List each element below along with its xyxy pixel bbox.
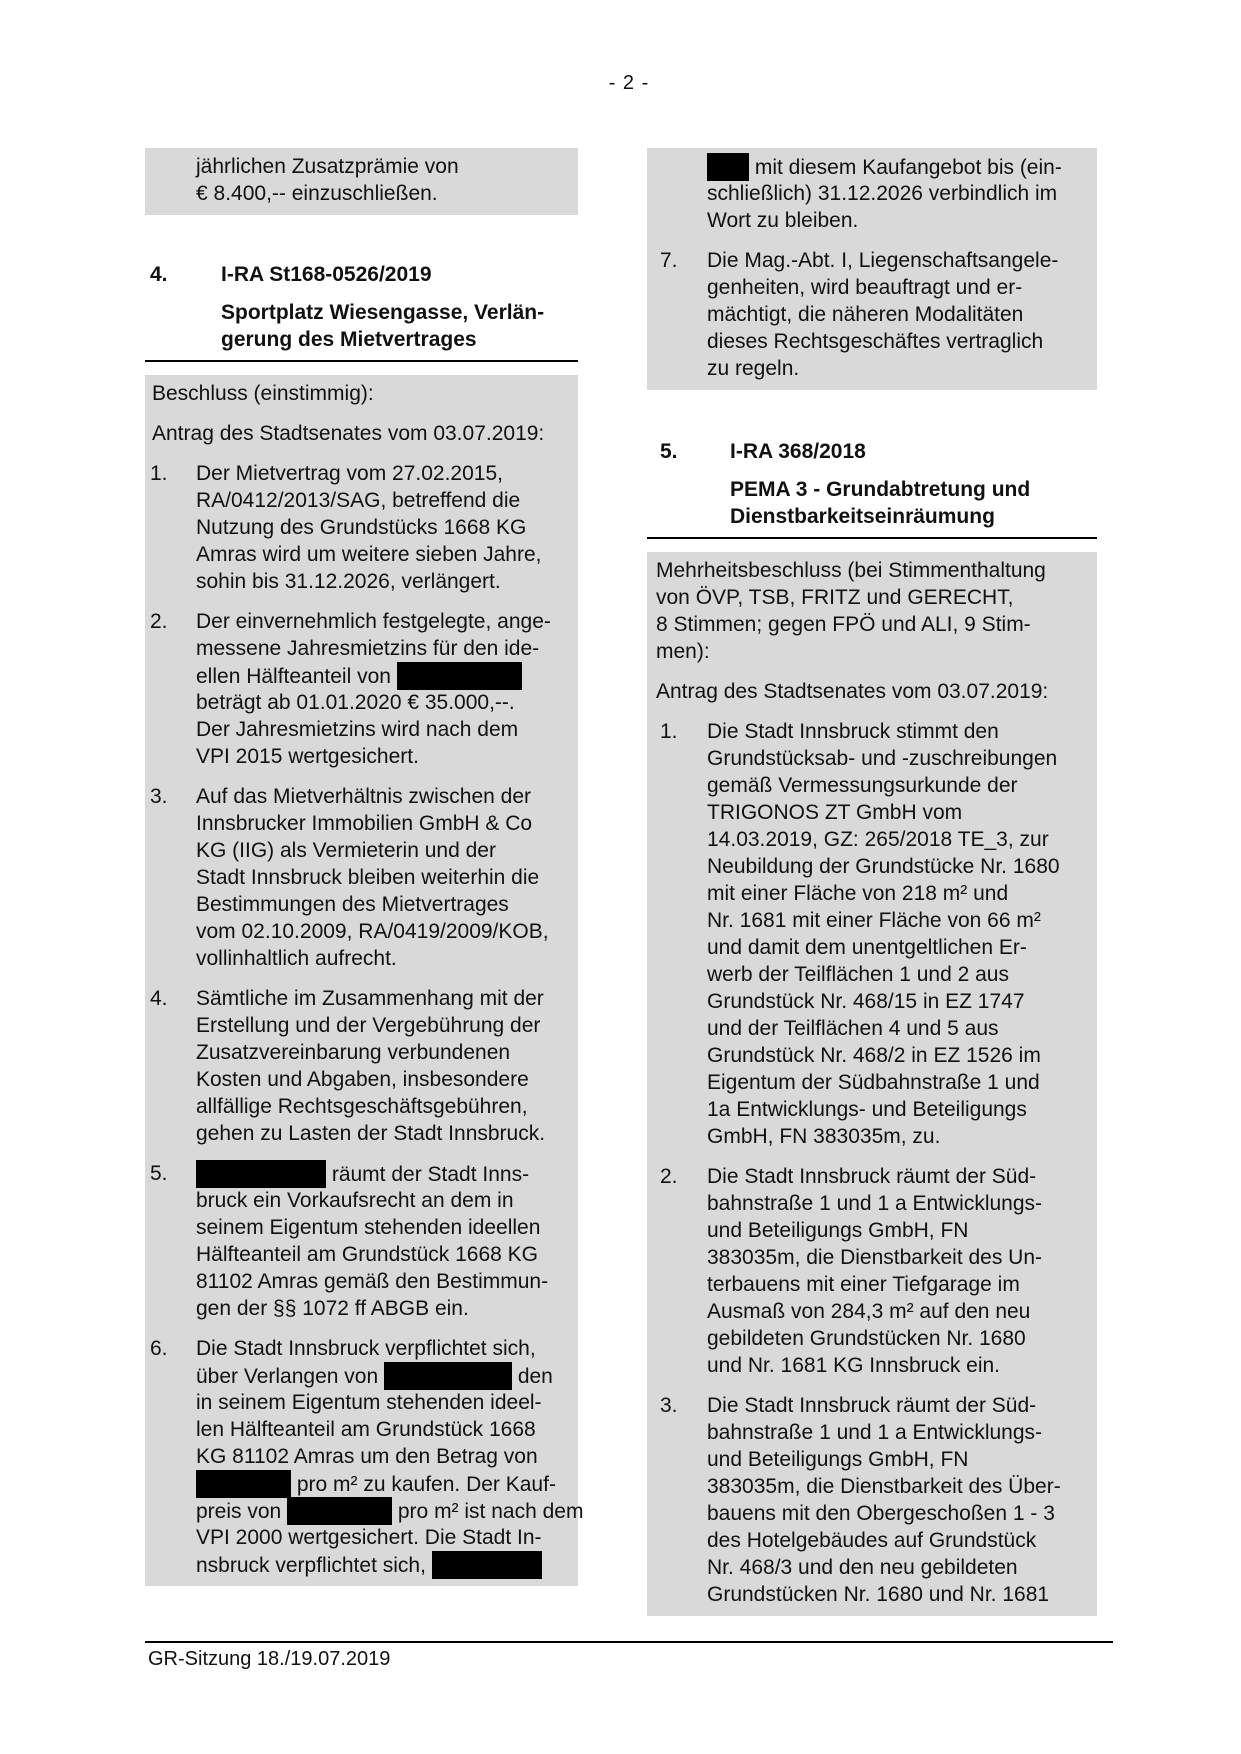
- text-segment: Die Stadt Innsbruck verpflichtet sich,: [196, 1337, 536, 1360]
- heading-reference-row: [647, 438, 1097, 465]
- text-line: [196, 1551, 578, 1578]
- text-line: [196, 608, 578, 635]
- text-segment: KG 81102 Amras um den Betrag von: [196, 1445, 538, 1468]
- text-line: [707, 1244, 1097, 1271]
- text-segment: Mehrheitsbeschluss (bei Stimmenthaltung: [656, 559, 1046, 582]
- text-line: [707, 1042, 1097, 1069]
- text-line: [707, 745, 1097, 772]
- text-line: [196, 1295, 578, 1322]
- text-segment: Bestimmungen des Mietvertrages: [196, 893, 509, 916]
- paragraph: [647, 153, 1097, 234]
- footer-session-label: GR-Sitzung 18./19.07.2019: [148, 1648, 391, 1670]
- text-segment: Sämtliche im Zusammenhang mit der: [196, 987, 544, 1010]
- text-line: [656, 611, 1097, 638]
- text-segment: gemäß Vermessungsurkunde der: [707, 774, 1018, 797]
- text-line: [730, 476, 1097, 503]
- text-segment: Kosten und Abgaben, insbesondere: [196, 1068, 529, 1091]
- page-number: - 2 -: [608, 72, 650, 94]
- text-segment: beträgt ab 01.01.2020 € 35.000,--.: [196, 691, 515, 714]
- text-line: [707, 1123, 1097, 1150]
- text-line: [656, 678, 1097, 705]
- text-segment: Sportplatz Wiesengasse, Verlän-: [221, 301, 545, 324]
- text-segment: 383035m, die Dienstbarkeit des Über-: [707, 1475, 1061, 1498]
- text-segment: mächtigt, die näheren Modalitäten: [707, 303, 1024, 326]
- text-segment: Innsbrucker Immobilien GmbH & Co: [196, 812, 533, 835]
- text-segment: vollinhaltlich aufrecht.: [196, 947, 397, 970]
- item-body: [196, 783, 578, 972]
- text-segment: bruck ein Vorkaufsrecht an dem in: [196, 1189, 514, 1212]
- text-line: [707, 934, 1097, 961]
- agenda-item-heading: [145, 261, 578, 362]
- text-segment: Der Jahresmietzins wird nach dem: [196, 718, 519, 741]
- text-segment: und Beteiligungs GmbH, FN: [707, 1219, 969, 1242]
- text-segment: Grundstück Nr. 468/15 in EZ 1747: [707, 990, 1025, 1013]
- text-line: [707, 826, 1097, 853]
- footer-divider: [145, 1641, 1113, 1643]
- text-segment: preis von: [196, 1500, 288, 1523]
- text-segment: Grundstücken Nr. 1680 und Nr. 1681: [707, 1583, 1050, 1606]
- item-number: 4.: [150, 987, 168, 1010]
- text-segment: räumt der Stadt Inns-: [326, 1163, 530, 1186]
- text-segment: Beschluss (einstimmig):: [152, 382, 374, 405]
- text-line: [196, 1160, 578, 1187]
- text-segment: nsbruck verpflichtet sich,: [196, 1554, 432, 1577]
- text-line: [196, 635, 578, 662]
- text-segment: Nutzung des Grundstücks 1668 KG: [196, 516, 527, 539]
- text-segment: 14.03.2019, GZ: 265/2018 TE_3, zur: [707, 828, 1049, 851]
- item-number: 2.: [660, 1165, 678, 1188]
- text-segment: terbauens mit einer Tiefgarage im: [707, 1273, 1020, 1296]
- text-segment: mit diesem Kaufangebot bis (ein-: [749, 156, 1062, 179]
- text-line: [221, 299, 578, 326]
- text-line: [196, 945, 578, 972]
- text-line: [707, 880, 1097, 907]
- paragraph: [647, 557, 1097, 665]
- text-segment: Die Stadt Innsbruck stimmt den: [707, 720, 999, 743]
- item-number: 6.: [150, 1337, 168, 1360]
- item-number: 2.: [150, 610, 168, 633]
- text-segment: Ausmaß von 284,3 m² auf den neu: [707, 1300, 1031, 1323]
- text-line: [656, 584, 1097, 611]
- text-line: [707, 907, 1097, 934]
- text-segment: Eigentum der Südbahnstraße 1 und: [707, 1071, 1040, 1094]
- text-segment: von ÖVP, TSB, FRITZ und GERECHT,: [656, 586, 1014, 609]
- text-line: [707, 1190, 1097, 1217]
- text-line: [196, 1416, 578, 1443]
- text-line: [707, 328, 1097, 355]
- text-segment: seinem Eigentum stehenden ideellen: [196, 1216, 541, 1239]
- text-segment: VPI 2000 wertgesichert. Die Stadt In-: [196, 1526, 542, 1549]
- redaction-bar: [432, 1551, 542, 1579]
- highlight-slab: [647, 552, 1097, 1616]
- text-segment: Wort zu bleiben.: [707, 209, 859, 232]
- text-line: [196, 810, 578, 837]
- text-segment: messene Jahresmietzins für den ide-: [196, 637, 540, 660]
- text-segment: Auf das Mietverhältnis zwischen der: [196, 785, 531, 808]
- text-segment: 383035m, die Dienstbarkeit des Un-: [707, 1246, 1043, 1269]
- text-segment: bahnstraße 1 und 1 a Entwicklungs-: [707, 1192, 1043, 1215]
- item-body: [196, 1160, 578, 1322]
- text-segment: Dienstbarkeitseinräumung: [730, 505, 995, 528]
- text-segment: Erstellung und der Vergebührung der: [196, 1014, 541, 1037]
- text-segment: Antrag des Stadtsenates vom 03.07.2019:: [152, 422, 545, 445]
- text-line: [196, 1066, 578, 1093]
- text-segment: dieses Rechtsgeschäftes vertraglich: [707, 330, 1044, 353]
- text-segment: sohin bis 31.12.2026, verlängert.: [196, 570, 501, 593]
- text-line: [707, 1392, 1097, 1419]
- text-line: [196, 716, 578, 743]
- text-segment: gehen zu Lasten der Stadt Innsbruck.: [196, 1122, 546, 1145]
- text-segment: jährlichen Zusatzprämie von: [196, 155, 459, 178]
- text-segment: und Beteiligungs GmbH, FN: [707, 1448, 969, 1471]
- text-line: [707, 772, 1097, 799]
- heading-number: 4.: [150, 263, 168, 286]
- item-body: [707, 247, 1097, 382]
- text-line: [196, 918, 578, 945]
- column-right: [647, 148, 1097, 1616]
- list-item: [145, 985, 578, 1147]
- text-segment: gebildeten Grundstücken Nr. 1680: [707, 1327, 1026, 1350]
- text-segment: ellen Hälfteanteil von: [196, 665, 397, 688]
- text-segment: TRIGONOS ZT GmbH vom: [707, 801, 963, 824]
- text-segment: GmbH, FN 383035m, zu.: [707, 1125, 941, 1148]
- item-number: 1.: [150, 462, 168, 485]
- text-line: [656, 638, 1097, 665]
- text-segment: 1a Entwicklungs- und Beteiligungs: [707, 1098, 1027, 1121]
- text-segment: bahnstraße 1 und 1 a Entwicklungs-: [707, 1421, 1043, 1444]
- text-segment: Die Mag.-Abt. I, Liegenschaftsangele-: [707, 249, 1059, 272]
- item-number: 3.: [150, 785, 168, 808]
- text-segment: Stadt Innsbruck bleiben weiterhin die: [196, 866, 540, 889]
- redaction-bar: [196, 1470, 291, 1498]
- text-segment: len Hälfteanteil am Grundstück 1668: [196, 1418, 536, 1441]
- text-line: [707, 1096, 1097, 1123]
- redaction-bar: [196, 1160, 326, 1188]
- text-line: [707, 1217, 1097, 1244]
- heading-number: 5.: [660, 440, 678, 463]
- item-body: [196, 608, 578, 770]
- item-number: 1.: [660, 720, 678, 743]
- text-segment: werb der Teilflächen 1 und 2 aus: [707, 963, 1009, 986]
- text-line: [707, 1069, 1097, 1096]
- heading-reference-row: [145, 261, 578, 288]
- text-segment: Nr. 468/3 und den neu gebildeten: [707, 1556, 1018, 1579]
- text-segment: RA/0412/2013/SAG, betreffend die: [196, 489, 521, 512]
- text-segment: Hälfteanteil am Grundstück 1668 KG: [196, 1243, 539, 1266]
- text-line: [196, 1241, 578, 1268]
- highlight-slab: [145, 375, 584, 1586]
- text-line: [707, 301, 1097, 328]
- text-segment: zu regeln.: [707, 357, 800, 380]
- text-segment: Grundstück Nr. 468/2 in EZ 1526 im: [707, 1044, 1041, 1067]
- text-line: [707, 1419, 1097, 1446]
- highlight-slab: [145, 148, 578, 215]
- text-segment: und Nr. 1681 KG Innsbruck ein.: [707, 1354, 1001, 1377]
- text-line: [707, 988, 1097, 1015]
- text-line: [196, 153, 578, 180]
- text-line: [707, 207, 1097, 234]
- item-body: [707, 1163, 1097, 1379]
- highlight-slab: [647, 148, 1097, 390]
- list-item: [647, 247, 1097, 382]
- item-body: [196, 1335, 584, 1578]
- text-segment: bauens mit den Obergeschoßen 1 - 3: [707, 1502, 1055, 1525]
- heading-title: [221, 299, 578, 353]
- text-segment: men):: [656, 640, 710, 663]
- heading-title: [730, 476, 1097, 530]
- text-line: [707, 799, 1097, 826]
- list-item: [647, 1392, 1097, 1608]
- text-line: [196, 1120, 578, 1147]
- text-line: [196, 1362, 578, 1389]
- text-segment: Der einvernehmlich festgelegte, ange-: [196, 610, 551, 633]
- text-line: [707, 1446, 1097, 1473]
- text-segment: in seinem Eigentum stehenden ideel-: [196, 1391, 542, 1414]
- text-segment: pro m² ist nach dem: [392, 1500, 584, 1523]
- redaction-bar: [707, 153, 749, 181]
- text-line: [196, 837, 578, 864]
- list-item: [647, 1163, 1097, 1379]
- text-line: [707, 274, 1097, 301]
- text-segment: Zusatzvereinbarung verbundenen: [196, 1041, 511, 1064]
- text-segment: genheiten, wird beauftragt und er-: [707, 276, 1023, 299]
- item-body: [196, 985, 578, 1147]
- text-segment: und der Teilflächen 4 und 5 aus: [707, 1017, 999, 1040]
- list-item: [647, 718, 1097, 1150]
- text-line: [707, 1325, 1097, 1352]
- redaction-bar: [397, 662, 522, 690]
- text-line: [707, 1500, 1097, 1527]
- list-item: [145, 1335, 584, 1578]
- text-segment: des Hotelgebäudes auf Grundstück: [707, 1529, 1037, 1552]
- text-line: [196, 1093, 578, 1120]
- text-segment: Amras wird um weitere sieben Jahre,: [196, 543, 542, 566]
- text-segment: mit einer Fläche von 218 m² und: [707, 882, 1009, 905]
- text-segment: 8 Stimmen; gegen FPÖ und ALI, 9 Stim-: [656, 613, 1031, 636]
- text-segment: Antrag des Stadtsenates vom 03.07.2019:: [656, 680, 1049, 703]
- agenda-item-heading: [647, 438, 1097, 539]
- redaction-bar: [384, 1362, 512, 1390]
- text-line: [196, 743, 578, 770]
- paragraph: [145, 420, 578, 447]
- text-segment: schließlich) 31.12.2026 verbindlich im: [707, 182, 1058, 205]
- text-segment: VPI 2015 wertgesichert.: [196, 745, 419, 768]
- text-line: [221, 326, 578, 353]
- text-line: [707, 718, 1097, 745]
- text-segment: den: [511, 1365, 553, 1388]
- text-line: [707, 1527, 1097, 1554]
- paragraph: [145, 380, 578, 407]
- text-segment: 81102 Amras gemäß den Bestimmun-: [196, 1270, 549, 1293]
- list-item: [145, 460, 578, 595]
- text-line: [196, 541, 578, 568]
- text-line: [196, 1187, 578, 1214]
- text-segment: Die Stadt Innsbruck räumt der Süd-: [707, 1165, 1037, 1188]
- text-line: [196, 1214, 578, 1241]
- text-line: [196, 1470, 578, 1497]
- item-number: 7.: [660, 249, 678, 272]
- text-segment: Der Mietvertrag vom 27.02.2015,: [196, 462, 503, 485]
- text-segment: pro m² zu kaufen. Der Kauf-: [291, 1473, 556, 1496]
- text-line: [196, 1039, 578, 1066]
- column-left: [145, 148, 584, 1586]
- text-line: [196, 891, 578, 918]
- item-number: 5.: [150, 1162, 168, 1185]
- item-body: [196, 460, 578, 595]
- text-line: [196, 180, 578, 207]
- text-line: [152, 380, 578, 407]
- text-line: [196, 1335, 578, 1362]
- list-item: [145, 783, 578, 972]
- text-line: [152, 420, 578, 447]
- text-line: [196, 568, 578, 595]
- text-segment: KG (IIG) als Vermieterin und der: [196, 839, 496, 862]
- text-line: [707, 1015, 1097, 1042]
- text-line: [196, 1497, 584, 1524]
- text-segment: gerung des Mietvertrages: [221, 328, 477, 351]
- heading-reference: I-RA St168-0526/2019: [221, 263, 432, 286]
- text-segment: Neubildung der Grundstücke Nr. 1680: [707, 855, 1060, 878]
- text-line: [707, 153, 1097, 180]
- text-segment: und damit dem unentgeltlichen Er-: [707, 936, 1027, 959]
- text-line: [196, 1443, 578, 1470]
- text-line: [707, 1473, 1097, 1500]
- text-line: [196, 985, 578, 1012]
- text-line: [196, 1524, 578, 1551]
- text-segment: vom 02.10.2009, RA/0419/2009/KOB,: [196, 920, 549, 943]
- text-line: [707, 355, 1097, 382]
- text-line: [196, 662, 578, 689]
- text-segment: Grundstücksab- und -zuschreibungen: [707, 747, 1058, 770]
- paragraph: [647, 678, 1097, 705]
- heading-reference: I-RA 368/2018: [730, 440, 866, 463]
- text-line: [707, 1163, 1097, 1190]
- paragraph: [145, 153, 578, 207]
- text-line: [707, 1554, 1097, 1581]
- text-line: [196, 514, 578, 541]
- list-item: [145, 1160, 578, 1322]
- item-body: [707, 1392, 1097, 1608]
- text-line: [196, 1012, 578, 1039]
- text-line: [196, 1389, 578, 1416]
- text-line: [196, 460, 578, 487]
- text-line: [707, 180, 1097, 207]
- text-segment: € 8.400,-- einzuschließen.: [196, 182, 438, 205]
- text-line: [707, 1298, 1097, 1325]
- text-line: [196, 783, 578, 810]
- text-line: [196, 1268, 578, 1295]
- text-segment: Nr. 1681 mit einer Fläche von 66 m²: [707, 909, 1041, 932]
- text-line: [707, 1581, 1097, 1608]
- text-segment: Die Stadt Innsbruck räumt der Süd-: [707, 1394, 1037, 1417]
- text-line: [707, 247, 1097, 274]
- list-item: [145, 608, 578, 770]
- text-segment: gen der §§ 1072 ff ABGB ein.: [196, 1297, 469, 1320]
- text-line: [730, 503, 1097, 530]
- text-line: [196, 689, 578, 716]
- item-body: [707, 718, 1097, 1150]
- text-segment: PEMA 3 - Grundabtretung und: [730, 478, 1031, 501]
- text-line: [196, 864, 578, 891]
- text-segment: allfällige Rechtsgeschäftsgebühren,: [196, 1095, 528, 1118]
- text-line: [656, 557, 1097, 584]
- text-line: [707, 1271, 1097, 1298]
- item-number: 3.: [660, 1394, 678, 1417]
- text-segment: über Verlangen von: [196, 1365, 384, 1388]
- text-line: [707, 961, 1097, 988]
- text-line: [707, 853, 1097, 880]
- redaction-bar: [287, 1497, 392, 1525]
- text-line: [707, 1352, 1097, 1379]
- text-line: [196, 487, 578, 514]
